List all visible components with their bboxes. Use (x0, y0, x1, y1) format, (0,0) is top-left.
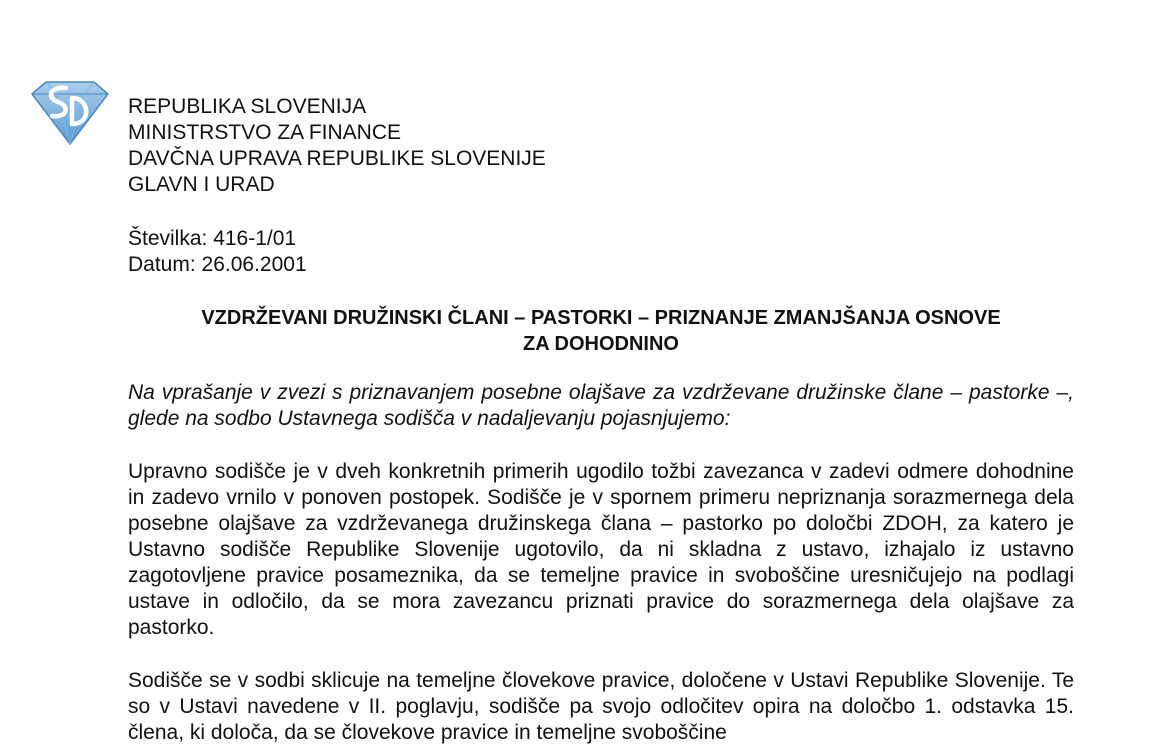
title-line-2: ZA DOHODNINO (523, 333, 679, 355)
intro-paragraph: Na vprašanje v zvezi s priznavanjem posebne olajšave za vzdrževane družinske člane – pastorke –, glede na sodbo Ustavnega sodišča v nadaljevanju pojasnjujemo: (128, 381, 1074, 430)
institution-header (128, 94, 546, 198)
body-paragraph: Sodišče se v sodbi sklicuje na temeljne človekove pravice, določene v Ustavi Republike Slovenije. Te so v Ustavi navedene v II. poglavju, sodišče pa svojo odločitev opira na določbo 1. odstavka 15. člena, ki določa, da se človekove pravice in temeljne svoboščine (128, 669, 1074, 744)
header-line-tax-office: DAVČNA UPRAVA REPUBLIKE SLOVENIJE (128, 147, 546, 170)
header-line-ministry: MINISTRSTVO ZA FINANCE (128, 121, 402, 144)
header-line-republic: REPUBLIKA SLOVENIJA (128, 95, 367, 118)
document-title (128, 305, 1074, 357)
body-paragraph: Upravno sodišče je v dveh konkretnih primerih ugodilo tožbi zavezanca v zadevi odmere dohodnine in zadevo vrnilo v ponoven postopek. Sodišče je v spornem primeru nepriznanja sorazmernega dela posebne olajšave za vzdrževanega družinskega člana – pastorko po določbi ZDOH, za katero je Ustavno sodišče Republike Slovenije ugotovilo, da ni skladna z ustavo, izhajalo iz ustavno zagotovljene pravice posameznika, da se temeljne pravice in svoboščine uresničujejo na podlagi ustave in odločilo, da se mora zavezancu priznati pravice do sorazmernega dela olajšave za pastorko. (128, 460, 1074, 639)
sd-logo-icon (28, 78, 110, 148)
document-date: Datum: 26.06.2001 (128, 253, 307, 276)
document-number: Številka: 416-1/01 (128, 227, 297, 250)
title-line-1: VZDRŽEVANI DRUŽINSKI ČLANI – PASTORKI – PRIZNANJE ZMANJŠANJA OSNOVE (201, 307, 1001, 329)
header-line-main-office: GLAVN I URAD (128, 173, 275, 196)
document-meta (128, 226, 307, 278)
